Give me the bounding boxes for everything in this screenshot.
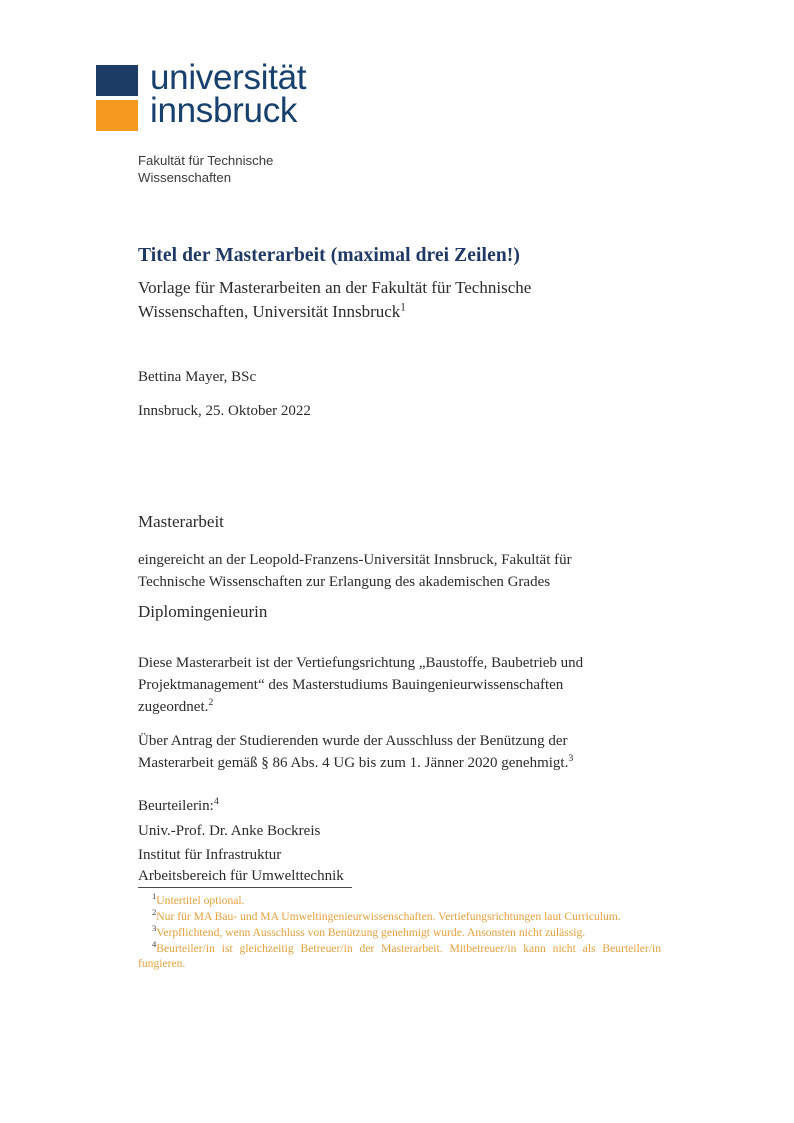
logo-mark xyxy=(96,58,396,131)
footnote-item xyxy=(138,922,661,940)
assessor-label-text: Beurteilerin: xyxy=(138,798,214,814)
specialization-footnote-ref[interactable]: 2 xyxy=(208,697,214,709)
place-and-date: Innsbruck, 25. Oktober 2022 xyxy=(138,403,311,419)
footnote-text: Untertitel optional. xyxy=(156,894,245,907)
footnote-list xyxy=(138,893,661,972)
logo-wordmark xyxy=(150,58,307,131)
page-title: Titel der Masterarbeit (maximal drei Zeilen!) xyxy=(138,245,520,266)
page-subtitle xyxy=(138,276,616,324)
subtitle-footnote-ref[interactable]: 1 xyxy=(400,301,406,314)
footnote-item xyxy=(138,893,661,908)
footnote-text: Verpflichtend, wenn Ausschluss von Benützung genehmigt wurde. Ansonsten nicht zulässig. xyxy=(156,925,586,939)
assessor-footnote-ref[interactable]: 4 xyxy=(213,796,219,807)
assessor-name: Univ.-Prof. Dr. Anke Bockreis xyxy=(138,823,321,839)
assessor-institute: Institut für Infrastruktur xyxy=(138,847,282,863)
university-logo xyxy=(96,58,396,187)
footnote-item xyxy=(138,909,661,924)
embargo-footnote-ref[interactable]: 3 xyxy=(568,753,574,765)
logo-word-universitaet: universität xyxy=(150,58,307,97)
thesis-type: Masterarbeit xyxy=(138,512,224,531)
logo-square-orange-icon xyxy=(96,100,138,131)
footnote-separator xyxy=(138,887,352,888)
faculty-name: Fakultät für Technische Wissenschaften xyxy=(138,153,274,186)
footnote-item xyxy=(138,938,661,972)
footnote-marker: 1 xyxy=(152,891,157,902)
logo-square-navy-icon xyxy=(96,65,138,96)
author-name: Bettina Mayer, BSc xyxy=(138,369,257,385)
footnote-text: Beurteiler/in ist gleichzeitig Betreuer/in der Masterarbeit. Mitbetreuer/in kann nicht als Beurteiler/in fungieren. xyxy=(138,941,661,971)
assessor-affiliation xyxy=(138,845,616,888)
footnote-marker: 4 xyxy=(152,938,157,949)
specialization-text: Diese Masterarbeit ist der Vertiefungsrichtung „Baustoffe, Baubetrieb und Projektmanagement“ des Masterstudiums Bauingenieurwissenschaften zugeordnet. xyxy=(138,655,584,716)
embargo-statement xyxy=(138,730,616,774)
logo-squares xyxy=(96,62,138,131)
logo-word-innsbruck: innsbruck xyxy=(150,91,298,131)
page-subtitle-text: Vorlage für Masterarbeiten an der Fakultät für Technische Wissenschaften, Universität Innsbruck xyxy=(138,278,532,322)
specialization-statement xyxy=(138,652,616,718)
submission-statement: eingereicht an der Leopold-Franzens-Universität Innsbruck, Fakultät für Technische Wissenschaften zur Erlangung des akademischen Grades xyxy=(138,552,572,591)
footnote-marker: 3 xyxy=(152,922,157,933)
assessor-department: Arbeitsbereich für Umwelttechnik xyxy=(138,868,344,885)
assessor-label xyxy=(138,796,616,817)
academic-degree: Diplomingenieurin xyxy=(138,602,268,621)
footnote-text: Nur für MA Bau- und MA Umweltingenieurwissenschaften. Vertiefungsrichtungen laut Curriculum. xyxy=(156,909,621,923)
embargo-text: Über Antrag der Studierenden wurde der Ausschluss der Benützung der Masterarbeit gemäß § 86 Abs. 4 UG bis zum 1. Jänner 2020 genehmigt. xyxy=(138,733,569,772)
footnote-marker: 2 xyxy=(152,907,157,918)
